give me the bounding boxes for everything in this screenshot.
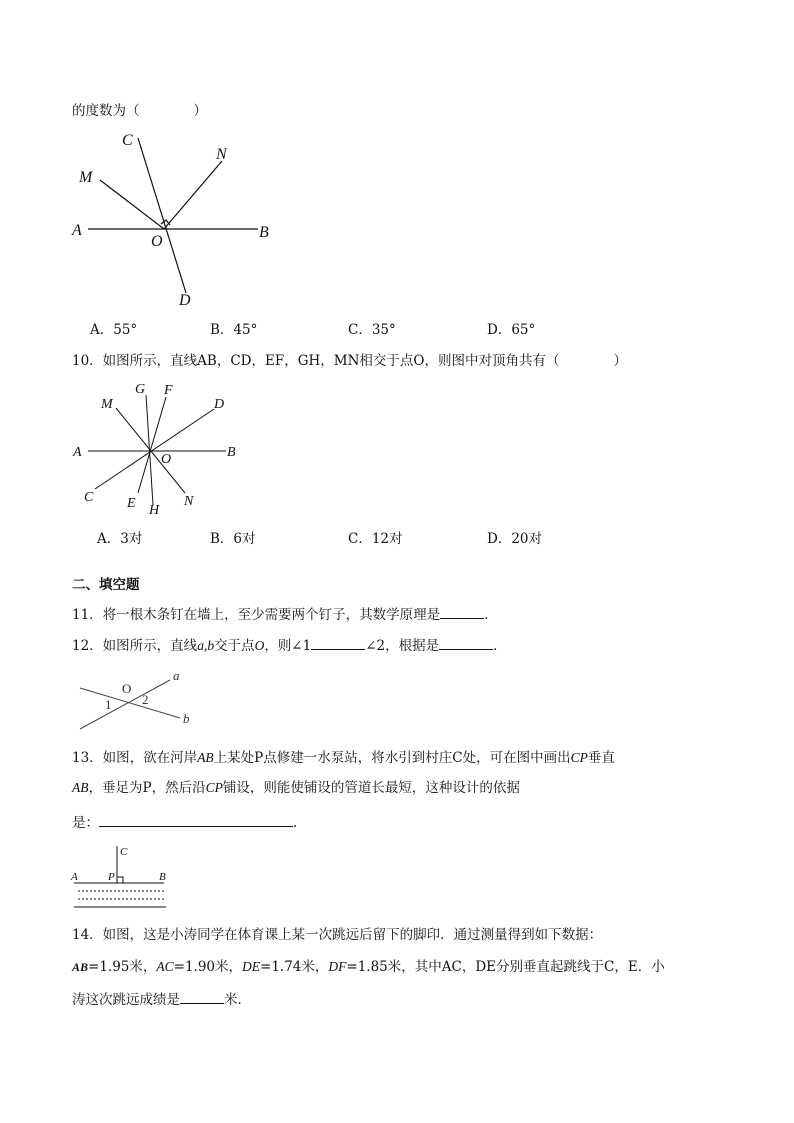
q14-line-3: 涛这次跳远成绩是 米．	[72, 989, 251, 1009]
q9-label-d: D	[179, 292, 191, 309]
q9-stem-tail: 的度数为（ ）	[72, 103, 207, 119]
q14-answer-blank[interactable]	[180, 989, 224, 1004]
q11-text: 11．将一根木条钉在墙上，至少需要两个钉子，其数学原理是	[72, 607, 441, 623]
q12-label-o: O	[122, 681, 132, 696]
q12-label-a: a	[173, 668, 180, 683]
q9-label-c: C	[122, 132, 133, 149]
q11: 11．将一根木条钉在墙上，至少需要两个钉子，其数学原理是 ．	[72, 604, 498, 624]
q10-label-d: D	[214, 397, 225, 412]
q10-option-d: D．20对	[487, 531, 543, 547]
q10-label-e: E	[127, 496, 136, 511]
q10-label-m: M	[101, 397, 113, 412]
q9-label-n: N	[216, 146, 227, 163]
q9-option-d: D．65°	[487, 322, 536, 338]
q10-label-h: H	[149, 503, 160, 518]
section-title: 二、填空题	[72, 577, 140, 593]
q12-label-2: 2	[142, 692, 149, 707]
q10-option-b: B．6对	[210, 531, 256, 547]
q10-option-a: A．3对	[97, 531, 143, 547]
q10-stem: 10．如图所示，直线AB，CD，EF，GH，MN相交于点O，则图中对顶角共有（ ）	[72, 353, 627, 369]
q12: 12．如图所示，直线a,b交于点O，则∠1 ∠2，根据是 ．	[72, 635, 507, 655]
q9-option-a: A．55°	[90, 322, 138, 338]
q12-label-1: 1	[105, 697, 112, 712]
q9-option-c: C．35°	[348, 322, 396, 338]
q10-label-a: A	[73, 445, 82, 460]
q10-label-b: B	[227, 445, 236, 460]
q13-label-p: P	[108, 871, 115, 883]
q10-option-c: C．12对	[348, 531, 403, 547]
q14-line-1: 14．如图，这是小涛同学在体育课上某一次跳远后留下的脚印．通过测量得到如下数据：	[72, 927, 603, 943]
q13-label-b: B	[159, 871, 166, 883]
q9-label-a: A	[72, 222, 82, 239]
q9-label-o: O	[151, 233, 163, 250]
q12-label-b: b	[183, 711, 190, 726]
q10-label-f: F	[164, 383, 173, 398]
q13-label-c: C	[120, 846, 128, 858]
q13-line-3: 是： ．	[72, 812, 307, 832]
q9-label-b: B	[259, 224, 269, 241]
q9-option-b: B．45°	[210, 322, 258, 338]
q13-right-angle-mark	[117, 877, 123, 883]
q13-line-2: AB，垂足为P，然后沿CP铺设，则能使铺设的管道长最短，这种设计的依据	[72, 780, 520, 796]
q13-line-1: 13．如图，欲在河岸AB上某处P点修建一水泵站，将水引到村庄C处，可在图中画出CP垂直	[72, 750, 615, 766]
q10-label-g: G	[135, 382, 146, 397]
q10-label-o: O	[161, 452, 172, 467]
q9-label-m: M	[79, 169, 93, 186]
q10-label-c: C	[84, 490, 94, 505]
q14-line-2: AB=1.95米，AC=1.90米，DE=1.74米，DF=1.85米，其中AC，DE分别垂直起跳线于C，E．小	[72, 959, 665, 975]
q13-label-a: A	[71, 871, 78, 883]
q10-label-n: N	[184, 494, 194, 509]
